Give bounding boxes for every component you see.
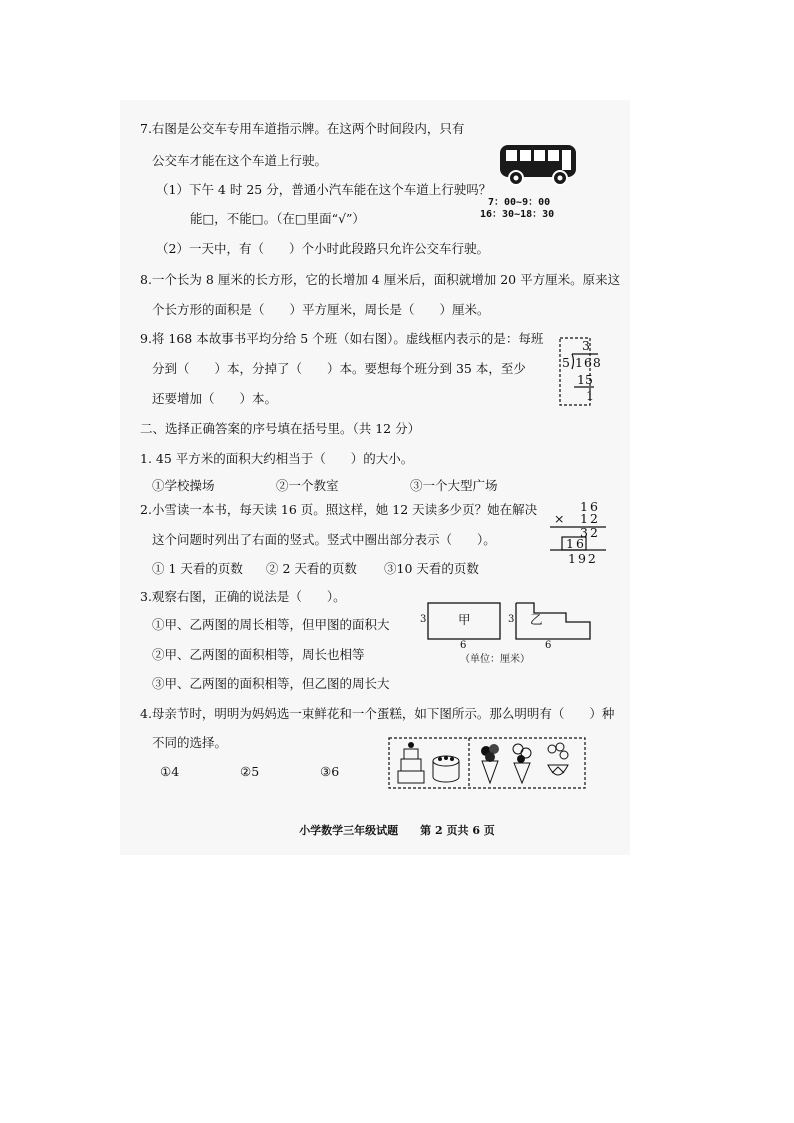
mc3-option2: ②甲、乙两图的面积相等，周长也相等 — [152, 647, 365, 662]
mc3-question: 3.观察右图，正确的说法是（ ）。 — [140, 589, 346, 604]
unit-label: （单位：厘米） — [460, 654, 530, 665]
flower-bouquet-3-icon — [548, 743, 568, 775]
mc3-option1: ①甲、乙两图的周长相等，但甲图的面积大 — [152, 617, 390, 632]
division-quotient: 3 — [582, 338, 590, 353]
q7-sub1-options: 能□，不能□。（在□里面“√”） — [190, 211, 365, 226]
flower-bouquet-2-icon — [513, 744, 531, 783]
jia-label: 甲 — [458, 612, 471, 627]
jia-height-label: 3 — [420, 614, 427, 625]
shapes-figure — [420, 600, 600, 670]
mc3-option3: ③甲、乙两图的面积相等，但乙图的周长大 — [152, 676, 390, 691]
round-cake-icon — [433, 756, 459, 782]
flower-bouquet-1-icon — [481, 744, 499, 783]
mc2-option1: ① 1 天看的页数 — [152, 561, 243, 576]
q9-line3: 还要增加（ ）本。 — [152, 391, 278, 406]
mc4-option1: ①4 — [160, 764, 180, 779]
mult-sign: × — [554, 511, 565, 526]
section2-title: 二、选择正确答案的序号填在括号里。（共 12 分） — [140, 421, 421, 436]
page-footer: 小学数学三年级试题 第 2 页共 6 页 — [299, 824, 495, 837]
yi-label: 乙 — [530, 612, 543, 627]
q7-sub1: （1）下午 4 时 25 分，普通小汽车能在这个车道上行驶吗？ — [156, 182, 492, 197]
mult-top: 16 — [580, 499, 600, 514]
mc1-option3: ③一个大型广场 — [410, 478, 498, 493]
cakes-and-flowers-figure — [388, 737, 586, 789]
bus-icon — [496, 142, 580, 188]
q7-line2: 公交车才能在这个车道上行驶。 — [152, 153, 328, 168]
division-dividend: 168 — [575, 355, 602, 370]
division-remainder: 1 — [586, 388, 594, 403]
mc4-line1: 4.母亲节时，明明为妈妈选一束鲜花和一个蛋糕，如下图所示。那么明明有（ ）种 — [140, 706, 615, 721]
mc1-option2: ②一个教室 — [276, 478, 339, 493]
q7-sub2: （2）一天中，有（ ）个小时此段路只允许公交车行驶。 — [156, 241, 489, 256]
yi-height-label: 3 — [508, 614, 515, 625]
jia-width-label: 6 — [460, 640, 467, 651]
mc2-line2: 这个问题时列出了右面的竖式。竖式中圈出部分表示（ ）。 — [152, 532, 496, 547]
mult-bottom: 12 — [580, 511, 600, 526]
bus-time-1: 7：00~9：00 — [488, 197, 551, 208]
mult-partial-2-circled: 16 — [566, 536, 586, 551]
long-division-figure — [558, 337, 602, 407]
mc1-question: 1. 45 平方米的面积大约相当于（ ）的大小。 — [140, 451, 414, 466]
yi-width-label: 6 — [545, 640, 552, 651]
q7-line1: 7.右图是公交车专用车道指示牌。在这两个时间段内，只有 — [140, 121, 465, 136]
q9-line2: 分到（ ）本，分掉了（ ）本。要想每个班分到 35 本，至少 — [152, 361, 526, 376]
vertical-multiplication — [548, 500, 610, 570]
mult-partial-1: 32 — [580, 525, 600, 540]
mc2-option3: ③10 天看的页数 — [384, 561, 479, 576]
mc4-line2: 不同的选择。 — [152, 735, 228, 750]
q8-line1: 8.一个长为 8 厘米的长方形，它的长增加 4 厘米后，面积就增加 20 平方厘米。原来这 — [140, 272, 621, 287]
q8-line2: 个长方形的面积是（ ）平方厘米，周长是（ ）厘米。 — [152, 302, 490, 317]
division-divisor: 5 — [562, 355, 570, 370]
mc4-option2: ②5 — [240, 764, 260, 779]
mult-result: 192 — [568, 551, 598, 566]
mc1-option1: ①学校操场 — [152, 478, 215, 493]
mc2-line1: 2.小雪读一本书，每天读 16 页。照这样，她 12 天读多少页？她在解决 — [140, 502, 538, 517]
bus-time-2: 16：30~18：30 — [480, 209, 555, 220]
division-product: 15 — [577, 372, 593, 387]
mc4-option3: ③6 — [320, 764, 340, 779]
q9-line1: 9.将 168 本故事书平均分给 5 个班（如右图）。虚线框内表示的是：每班 — [140, 331, 544, 346]
mc2-option2: ② 2 天看的页数 — [266, 561, 357, 576]
tiered-cake-icon — [398, 742, 424, 783]
